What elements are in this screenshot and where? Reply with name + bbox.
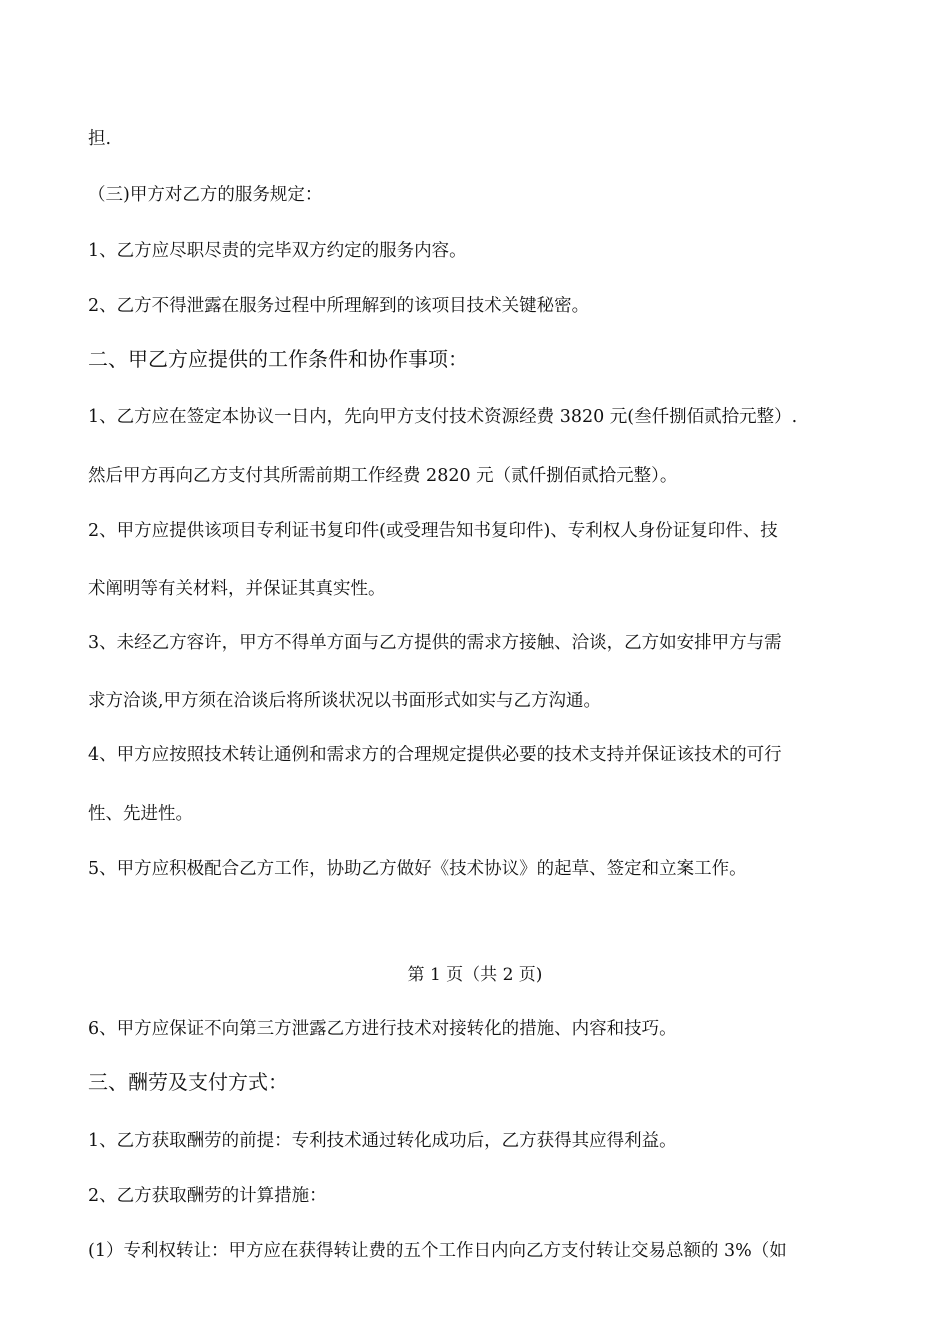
text-line: 6、甲方应保证不向第三方泄露乙方进行技术对接转化的措施、内容和技巧。 — [88, 1019, 677, 1039]
text-line: 1、乙方获取酬劳的前提：专利技术通过转化成功后，乙方获得其应得利益。 — [88, 1131, 677, 1151]
text-line: 5、甲方应积极配合乙方工作，协助乙方做好《技术协议》的起草、签定和立案工作。 — [88, 859, 747, 879]
section-heading: 三、酬劳及支付方式： — [88, 1070, 288, 1094]
text-line: 1、乙方应在签定本协议一日内，先向甲方支付技术资源经费 3820 元(叁仟捌佰贰拾元整）. — [88, 407, 798, 427]
text-line: 2、乙方不得泄露在服务过程中所理解到的该项目技术关键秘密。 — [88, 296, 590, 316]
text-line: (1）专利权转让：甲方应在获得转让费的五个工作日内向乙方支付转让交易总额的 3%（如 — [88, 1241, 787, 1261]
text-line: 求方洽谈,甲方须在洽谈后将所谈状况以书面形式如实与乙方沟通。 — [88, 691, 602, 711]
text-line: 2、乙方获取酬劳的计算措施： — [88, 1186, 327, 1206]
text-line: 然后甲方再向乙方支付其所需前期工作经费 2820 元（贰仟捌佰贰拾元整）。 — [88, 466, 678, 486]
text-line: 术阐明等有关材料，并保证其真实性。 — [88, 579, 386, 599]
text-line: 4、甲方应按照技术转让通例和需求方的合理规定提供必要的技术支持并保证该技术的可行 — [88, 745, 782, 765]
section-heading: 二、甲乙方应提供的工作条件和协作事项： — [88, 347, 468, 371]
text-line: 1、乙方应尽职尽责的完毕双方约定的服务内容。 — [88, 241, 467, 261]
page-footer: 第 1 页（共 2 页) — [407, 965, 543, 985]
text-line: 性、先进性。 — [88, 804, 193, 824]
text-line: 3、未经乙方容许，甲方不得单方面与乙方提供的需求方接触、洽谈，乙方如安排甲方与需 — [88, 633, 782, 653]
text-line: 2、甲方应提供该项目专利证书复印件(或受理告知书复印件)、专利权人身份证复印件、技 — [88, 521, 778, 541]
text-line: 担. — [88, 129, 112, 149]
section-subheading: （三)甲方对乙方的服务规定： — [88, 185, 323, 205]
